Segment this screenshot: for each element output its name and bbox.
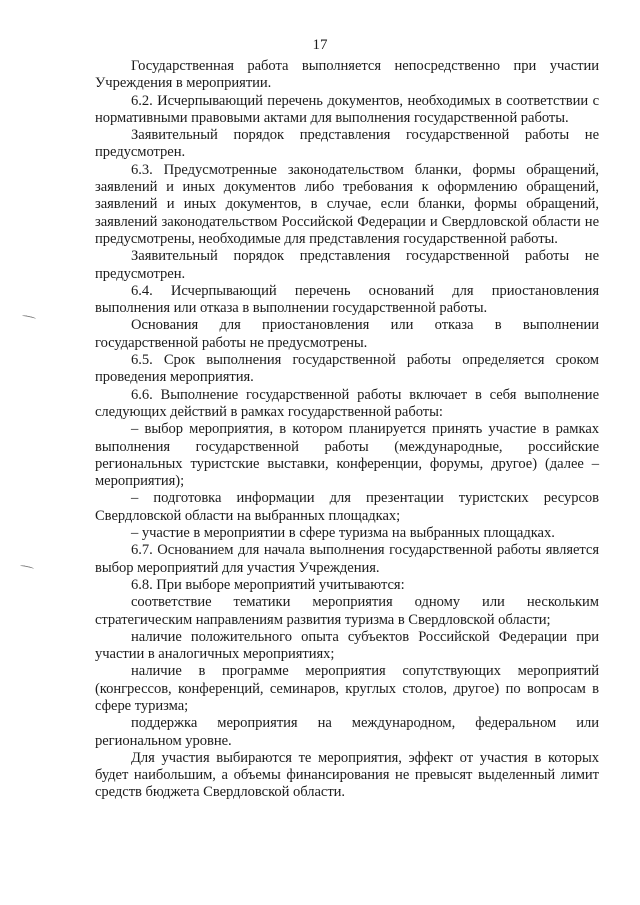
page-number: 17 [312,37,328,53]
criterion-program: наличие в программе мероприятия сопутствующих мероприятий (конгрессов, конференций, семинаров, круглых столов, другое) по вопросам в сфере туризма; [95,663,599,714]
paragraph-6-2-note: Заявительный порядок представления государственной работы не предусмотрен. [95,127,599,161]
paragraph-6-3: 6.3. Предусмотренные законодательством бланки, формы обращений, заявлений и иных документов либо требования к оформлению обращений, заявлений и иных документов, в случае, если бланки, формы обращений, заявлений законодательством Российской Федерации и Свердловской области не предусмотрены, необходимые для представления государственной работы. [95,161,599,247]
paragraph-6-5: 6.5. Срок выполнения государственной работы определяется сроком проведения мероприятия. [95,352,599,386]
paragraph-6-4: 6.4. Исчерпывающий перечень оснований для приостановления выполнения или отказа в выполнении государственной работы. [95,282,599,317]
paragraph-6-2: 6.2. Исчерпывающий перечень документов, необходимых в соответствии с нормативными правовыми актами для выполнения государственной работы. [95,92,599,126]
paragraph-6-7: 6.7. Основанием для начала выполнения государственной работы является выбор мероприятий для участия Учреждения. [95,542,599,576]
scan-mark [20,565,34,571]
paragraph-6-3-note: Заявительный порядок представления государственной работы не предусмотрен. [95,248,599,282]
list-item-preparation: – подготовка информации для презентации туристских ресурсов Свердловской области на выбранных площадках; [95,490,599,524]
paragraph-intro: Государственная работа выполняется непосредственно при участии Учреждения в мероприятии. [95,58,599,92]
scan-mark [22,315,36,321]
list-item-participation: – участие в мероприятии в сфере туризма на выбранных площадках. [131,525,555,542]
criterion-theme: соответствие тематики мероприятия одному или нескольким стратегическим направлениям развития туризма в Свердловской области; [95,594,599,628]
paragraph-6-4-note: Основания для приостановления или отказа в выполнении государственной работы не предусмотрены. [95,317,599,351]
document-body [95,58,599,802]
list-item-selection: – выбор мероприятия, в котором планируется принять участие в рамках выполнения государственной работы (международные, российские региональных туристские выставки, конференции, форумы, другое) (далее – мероприятия); [95,421,599,490]
paragraph-conclusion: Для участия выбираются те мероприятия, эффект от участия в которых будет наибольшим, а объемы финансирования не превысят выделенный лимит средств бюджета Свердловской области. [95,749,599,801]
criterion-support: поддержка мероприятия на международном, федеральном или региональном уровне. [95,715,599,749]
paragraph-6-6: 6.6. Выполнение государственной работы включает в себя выполнение следующих действий в рамках государственной работы: [95,386,599,420]
criterion-experience: наличие положительного опыта субъектов Российской Федерации при участии в аналогичных мероприятиях; [95,628,599,663]
paragraph-6-8: 6.8. При выборе мероприятий учитываются: [131,576,405,593]
